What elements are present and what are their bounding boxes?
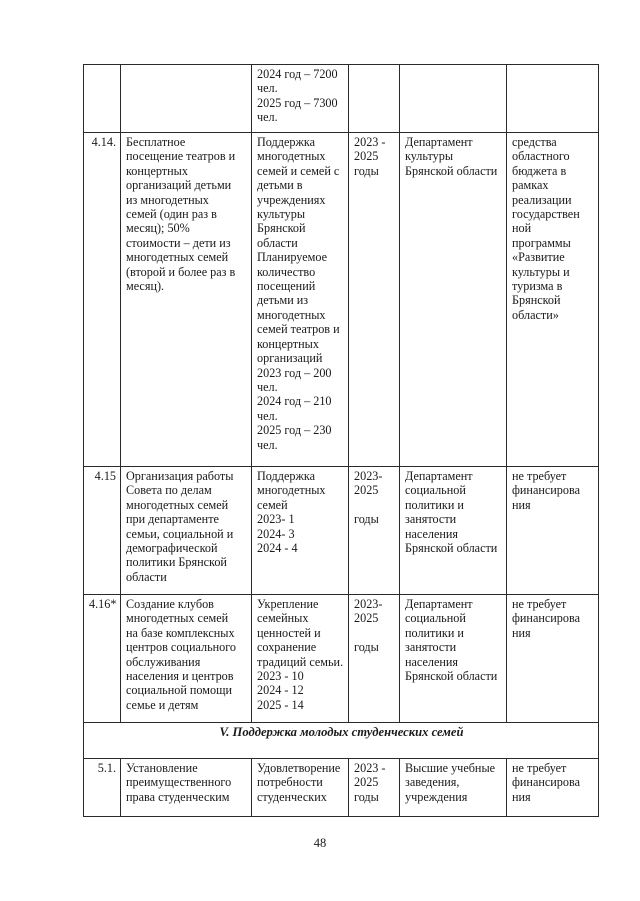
- row-number: 4.15: [84, 467, 121, 595]
- funding-cell: средства областного бюджета в рамках реализации государствен ной программы «Развитие культуры и туризма в Брянской области»: [507, 133, 599, 467]
- row-number: 4.14.: [84, 133, 121, 467]
- action-cell: Бесплатное посещение театров и концертных организаций детьми из многодетных семей (один раз в месяц); 50% стоимости – дети из многодетных семей (второй и более раз в месяц).: [121, 133, 252, 467]
- table-row: [84, 467, 599, 595]
- table-row: [84, 65, 599, 133]
- action-cell: Организация работы Совета по делам многодетных семей при департаменте семьи, социальной и демографической политики Брянской области: [121, 467, 252, 595]
- executor-cell: Департамент культуры Брянской области: [400, 133, 507, 467]
- indicator-cell: Поддержка многодетных семей и семей с детьми в учреждениях культуры Брянской области Планируемое количество посещений детьми из многодетных семей театров и концертных организаций 2023 год – 200 чел. 2024 год – 210 чел. 2025 год – 230 чел.: [252, 133, 349, 467]
- funding-cell: [507, 65, 599, 133]
- row-number: [84, 65, 121, 133]
- funding-cell: не требует финансирова ния: [507, 759, 599, 817]
- indicator-cell: Удовлетворение потребности студенческих: [252, 759, 349, 817]
- action-cell: Установление преимущественного права студенческим: [121, 759, 252, 817]
- executor-cell: Департамент социальной политики и занятости населения Брянской области: [400, 595, 507, 723]
- table-row: [84, 595, 599, 723]
- section-title: V. Поддержка молодых студенческих семей: [84, 723, 599, 759]
- funding-cell: не требует финансирова ния: [507, 467, 599, 595]
- page-number: 48: [313, 836, 327, 850]
- funding-cell: не требует финансирова ния: [507, 595, 599, 723]
- period-cell: 2023 - 2025 годы: [349, 133, 400, 467]
- period-cell: 2023 - 2025 годы: [349, 759, 400, 817]
- executor-cell: Высшие учебные заведения, учреждения: [400, 759, 507, 817]
- indicator-cell: Поддержка многодетных семей 2023- 1 2024- 3 2024 - 4: [252, 467, 349, 595]
- period-cell: 2023- 2025 годы: [349, 467, 400, 595]
- indicator-cell: Укрепление семейных ценностей и сохранение традиций семьи. 2023 - 10 2024 - 12 2025 - 14: [252, 595, 349, 723]
- executor-cell: [400, 65, 507, 133]
- action-cell: [121, 65, 252, 133]
- period-cell: 2023- 2025 годы: [349, 595, 400, 723]
- row-number: 4.16*: [84, 595, 121, 723]
- section-header-row: [84, 723, 599, 759]
- measures-table: [83, 64, 599, 817]
- indicator-cell: 2024 год – 7200 чел. 2025 год – 7300 чел.: [252, 65, 349, 133]
- executor-cell: Департамент социальной политики и занятости населения Брянской области: [400, 467, 507, 595]
- table-row: [84, 133, 599, 467]
- period-cell: [349, 65, 400, 133]
- table-row: [84, 759, 599, 817]
- row-number: 5.1.: [84, 759, 121, 817]
- action-cell: Создание клубов многодетных семей на базе комплексных центров социального обслуживания населения и центров социальной помощи семье и детям: [121, 595, 252, 723]
